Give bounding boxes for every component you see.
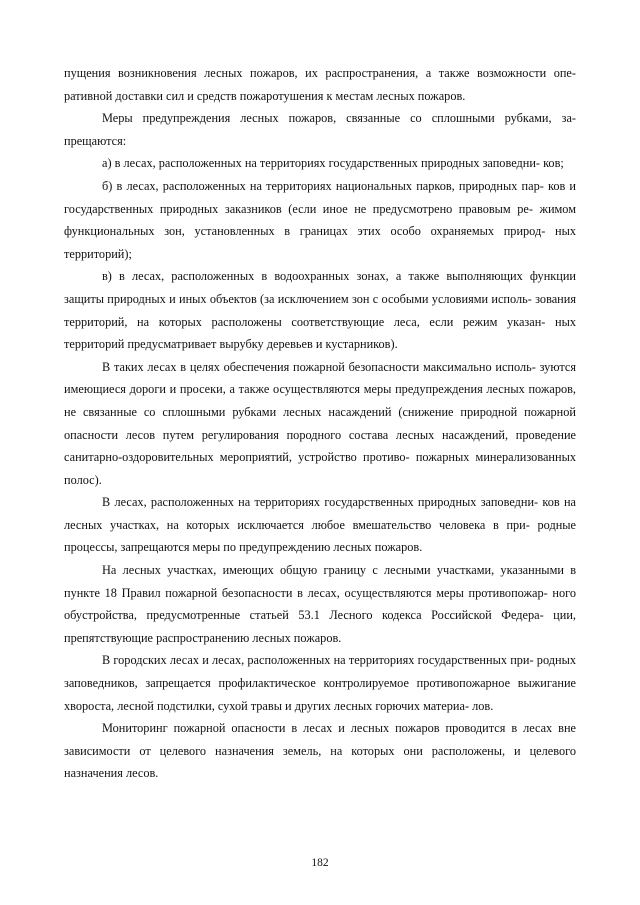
paragraph: Мониторинг пожарной опасности в лесах и лесных пожаров проводится в лесах вне зависимости от целевого назначения земель, на которых они расположены, и целевого назначения лесов. bbox=[64, 721, 576, 781]
list-item: в) в лесах, расположенных в водоохранных зонах, а также выполняющих функции защиты природных и иных объектов (за исключением зон с особыми условиями исполь- зования территорий, на которых расположены соответствующие леса, если режим указан- ных территорий предусматривает вырубку деревьев и кустарников). bbox=[64, 269, 576, 352]
paragraph: На лесных участках, имеющих общую границу с лесными участками, указанными в пункте 18 Правил пожарной безопасности в лесах, осуществляются меры противопожар- ного обустройства, предусмотренные статьей 53.1 Лесного кодекса Российской Федера- ции, препятствующие распространению лесных пожаров. bbox=[64, 563, 576, 645]
paragraph: В городских лесах и лесах, расположенных на территориях государственных при- родных заповедников, запрещается профилактическое контролируемое противопожарное выжигание хвороста, лесной подстилки, сухой травы и других лесных горючих материа- лов. bbox=[64, 653, 576, 713]
paragraph-continuation: пущения возникновения лесных пожаров, их распространения, а также возможности опе- ративной доставки сил и средств пожаротушения к местам лесных пожаров. bbox=[64, 66, 576, 103]
list-item: а) в лесах, расположенных на территориях государственных природных заповедни- ков; bbox=[102, 156, 564, 171]
paragraph: В таких лесах в целях обеспечения пожарной безопасности максимально исполь- зуются имеющиеся дороги и просеки, а также осуществляются меры предупреждения лесных пожаров, не связанные со сплошными рубками лесных насаждений (снижение природной пожарной опасности лесов путем регулирования породного состава лесных насаждений, проведение санитарно-оздоровительных мероприятий, устройство противо- пожарных минерализованных полос). bbox=[64, 359, 576, 487]
paragraph: Меры предупреждения лесных пожаров, связанные со сплошными рубками, за- прещаются: bbox=[64, 111, 576, 148]
document-body bbox=[64, 62, 576, 785]
paragraph: В лесах, расположенных на территориях государственных природных заповедни- ков на лесных участках, на которых исключается любое вмешательство человека в при- родные процессы, запрещаются меры по предупреждению лесных пожаров. bbox=[64, 495, 576, 555]
list-item: б) в лесах, расположенных на территориях национальных парков, природных пар- ков и государственных природных заказников (если иное не предусмотрено правовым ре- жимом функциональных зон, установленных в границах этих особо охраняемых природ- ных территорий); bbox=[64, 178, 576, 261]
page-number: 182 bbox=[311, 857, 329, 869]
